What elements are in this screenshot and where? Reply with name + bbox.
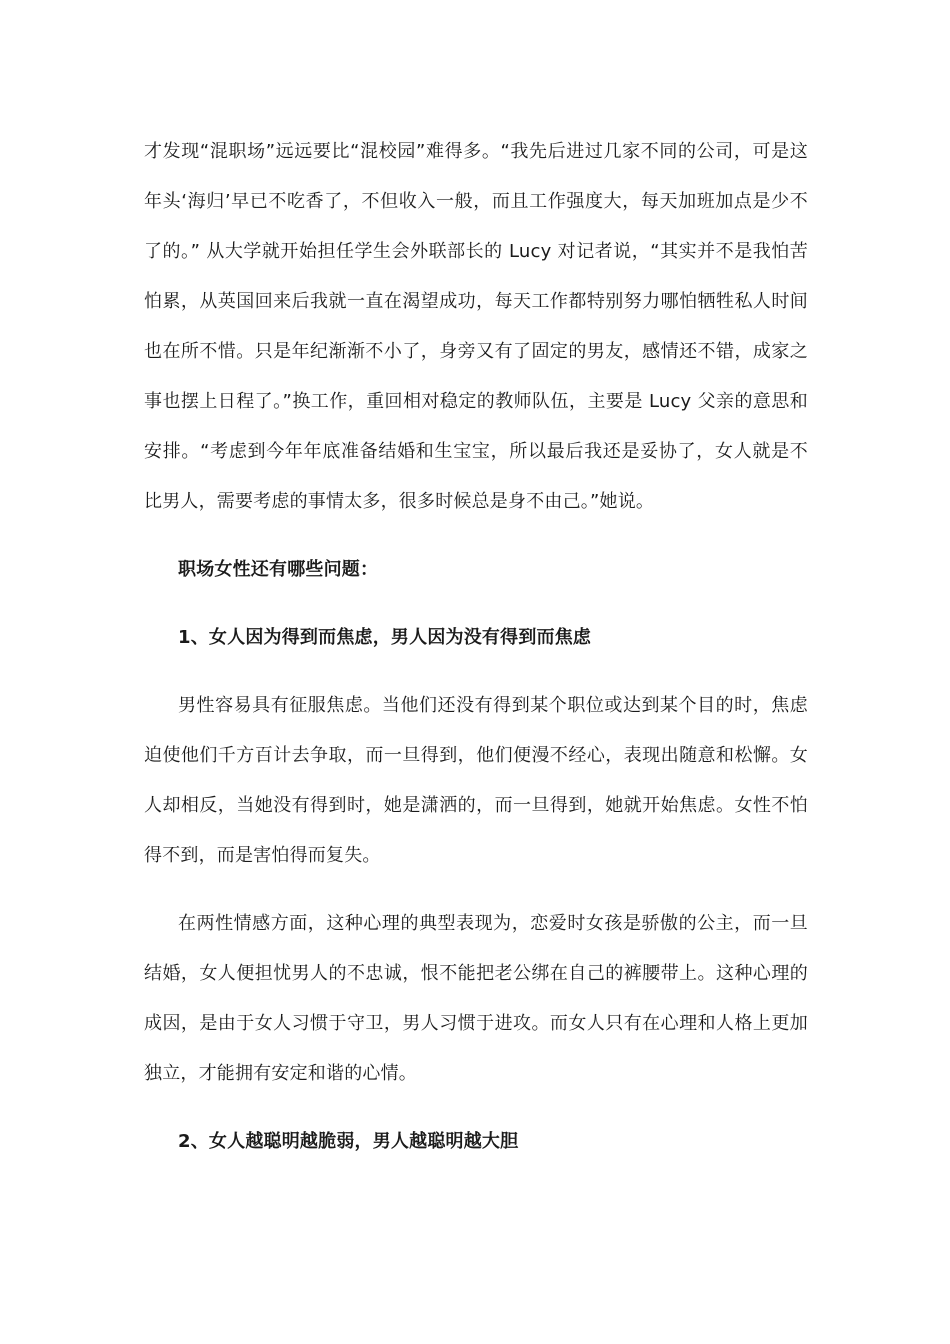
paragraph-gap	[144, 527, 808, 545]
subsection-heading: 2、女人越聪明越脆弱，男人越聪明越大胆	[178, 1131, 519, 1152]
body-paragraph: 才发现“混职场”远远要比“混校园”难得多。“我先后进过几家不同的公司，可是这年头‘海归’早已不吃香了，不但收入一般，而且工作强度大，每天加班加点是少不了的。” 从大学就开始担任学生会外联部长的 Lucy 对记者说，“其实并不是我怕苦怕累，从英国回来后我就一直在渴望成功，每天工作都特别努力哪怕牺牲私人时间也在所不惜。只是年纪渐渐不小了，身旁又有了固定的男友，感情还不错，成家之事也摆上日程了。”换工作，重回相对稳定的教师队伍，主要是 Lucy 父亲的意思和安排。“考虑到今年年底准备结婚和生宝宝，所以最后我还是妥协了，女人就是不比男人，需要考虑的事情太多，很多时候总是身不由己。”她说。	[144, 141, 808, 512]
paragraph-gap	[144, 1099, 808, 1117]
body-paragraph: 在两性情感方面，这种心理的典型表现为，恋爱时女孩是骄傲的公主，而一旦结婚，女人便担忧男人的不忠诚，恨不能把老公绑在自己的裤腰带上。这种心理的成因，是由于女人习惯于守卫，男人习惯于进攻。而女人只有在心理和人格上更加独立，才能拥有安定和谐的心情。	[144, 913, 808, 1084]
paragraph-gap	[144, 663, 808, 681]
body-paragraph: 男性容易具有征服焦虑。当他们还没有得到某个职位或达到某个目的时，焦虑迫使他们千方百计去争取，而一旦得到，他们便漫不经心，表现出随意和松懈。女人却相反，当她没有得到时，她是潇洒的，而一旦得到，她就开始焦虑。女性不怕得不到，而是害怕得而复失。	[144, 695, 808, 866]
subsection-heading: 1、女人因为得到而焦虑，男人因为没有得到而焦虑	[178, 627, 592, 648]
document-body	[144, 127, 808, 1167]
section-heading: 职场女性还有哪些问题：	[178, 559, 379, 580]
paragraph-gap	[144, 881, 808, 899]
paragraph-gap	[144, 595, 808, 613]
